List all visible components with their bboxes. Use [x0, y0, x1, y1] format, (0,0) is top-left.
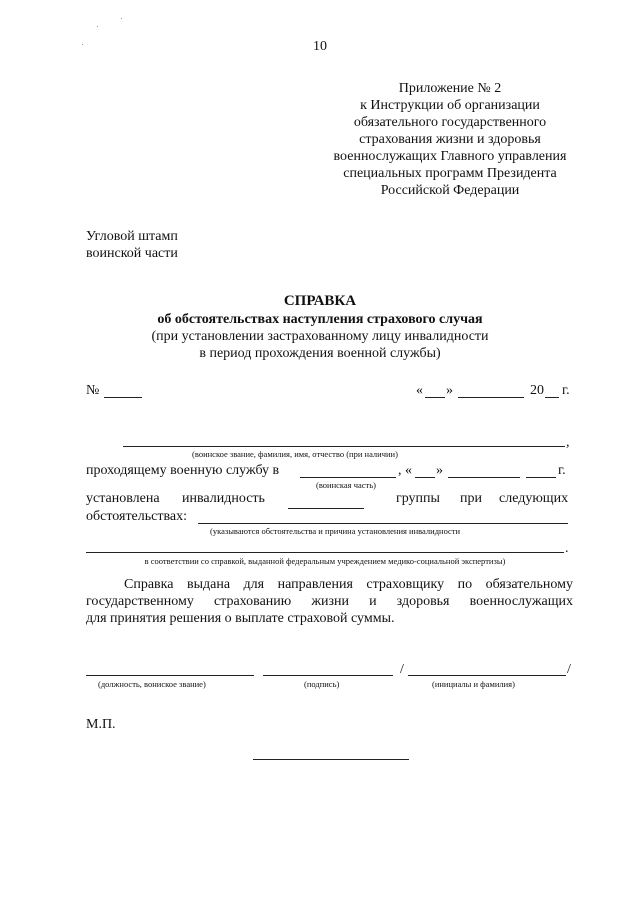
corner-stamp-label: Угловой штамп воинской части [86, 229, 178, 261]
number-field[interactable] [104, 397, 142, 398]
closing-rule [253, 759, 409, 760]
position-rank-field[interactable] [86, 675, 254, 676]
scan-speck [121, 18, 122, 19]
day-field[interactable] [425, 397, 445, 398]
document-note-line: (при установлении застрахованному лицу инвалидности [151, 329, 489, 344]
person-caption: (воинское звание, фамилия, имя, отчество (при наличии) [192, 449, 398, 459]
disability-word: группы [396, 491, 440, 506]
date-close-quote: » [446, 383, 453, 398]
appendix-line: Российской Федерации [380, 183, 520, 198]
month-field[interactable] [458, 397, 524, 398]
appendix-line: страхования жизни и здоровья [359, 132, 541, 147]
accordance-period: . [565, 541, 569, 556]
circumstances-continuation-field[interactable] [86, 552, 564, 553]
position-rank-caption: (должность, вониское звание) [98, 679, 206, 689]
military-unit-field[interactable] [300, 477, 396, 478]
circumstances-label: обстоятельствах: [86, 509, 188, 524]
person-line-comma: , [566, 435, 570, 450]
date-open-quote: « [416, 383, 423, 398]
appendix-line: военнослужащих Главного управления [333, 149, 567, 164]
appendix-line: к Инструкции об организации [360, 98, 540, 113]
document-heading [90, 292, 550, 362]
number-sign: № [86, 383, 100, 398]
page-number: 10 [313, 39, 327, 54]
disability-word: при [460, 491, 482, 506]
accordance-caption: в соответствии со справкой, выданной федеральным учреждением медико-социальной экспертизы) [144, 556, 506, 566]
military-unit-caption: (воинская часть) [316, 480, 376, 490]
person-name-field[interactable] [123, 446, 565, 447]
document-title: СПРАВКА [283, 293, 357, 309]
issued-paragraph-line: Справка выдана для направления страховщику по обязательному [124, 577, 573, 592]
circumstances-field[interactable] [198, 523, 568, 524]
appendix-line: специальных программ Президента [343, 166, 557, 181]
year-prefix: 20 [530, 383, 544, 398]
year-field[interactable] [545, 397, 559, 398]
service-year-field[interactable] [526, 477, 556, 478]
service-text: проходящему военную службу в [86, 463, 280, 478]
service-day-field[interactable] [415, 477, 435, 478]
document-note-line: в период прохождения военной службы) [199, 346, 441, 361]
document-subtitle: об обстоятельствах наступления страхового случая [157, 312, 483, 327]
issued-paragraph-line: государственному страхованию жизни и здоровья военнослужащих [86, 594, 573, 609]
initials-surname-field[interactable] [408, 675, 566, 676]
circumstances-caption: (указываются обстоятельства и причина установления инвалидности [210, 526, 461, 536]
signature-caption: (подпись) [304, 679, 340, 689]
appendix-line: обязательного государственного [353, 115, 547, 130]
appendix-block [290, 80, 610, 199]
seal-label: М.П. [86, 717, 116, 732]
service-open-quote: « [405, 463, 412, 478]
signature-slash: / [567, 662, 571, 677]
service-month-field[interactable] [448, 477, 520, 478]
scan-speck [82, 44, 83, 45]
year-suffix: г. [562, 383, 570, 398]
signature-slash: / [400, 662, 404, 677]
disability-word: установлена [86, 491, 160, 506]
disability-word: следующих [499, 491, 569, 506]
disability-group-field[interactable] [288, 508, 364, 509]
disability-word: инвалидность [182, 491, 265, 506]
signature-field[interactable] [263, 675, 393, 676]
service-comma: , [398, 463, 402, 478]
scan-speck [97, 26, 98, 27]
service-year-suffix: г. [558, 463, 566, 478]
service-close-quote: » [436, 463, 443, 478]
initials-surname-caption: (инициалы и фамилия) [432, 679, 515, 689]
appendix-line: Приложение № 2 [398, 81, 502, 96]
issued-paragraph-line: для принятия решения о выплате страховой суммы. [86, 611, 395, 626]
